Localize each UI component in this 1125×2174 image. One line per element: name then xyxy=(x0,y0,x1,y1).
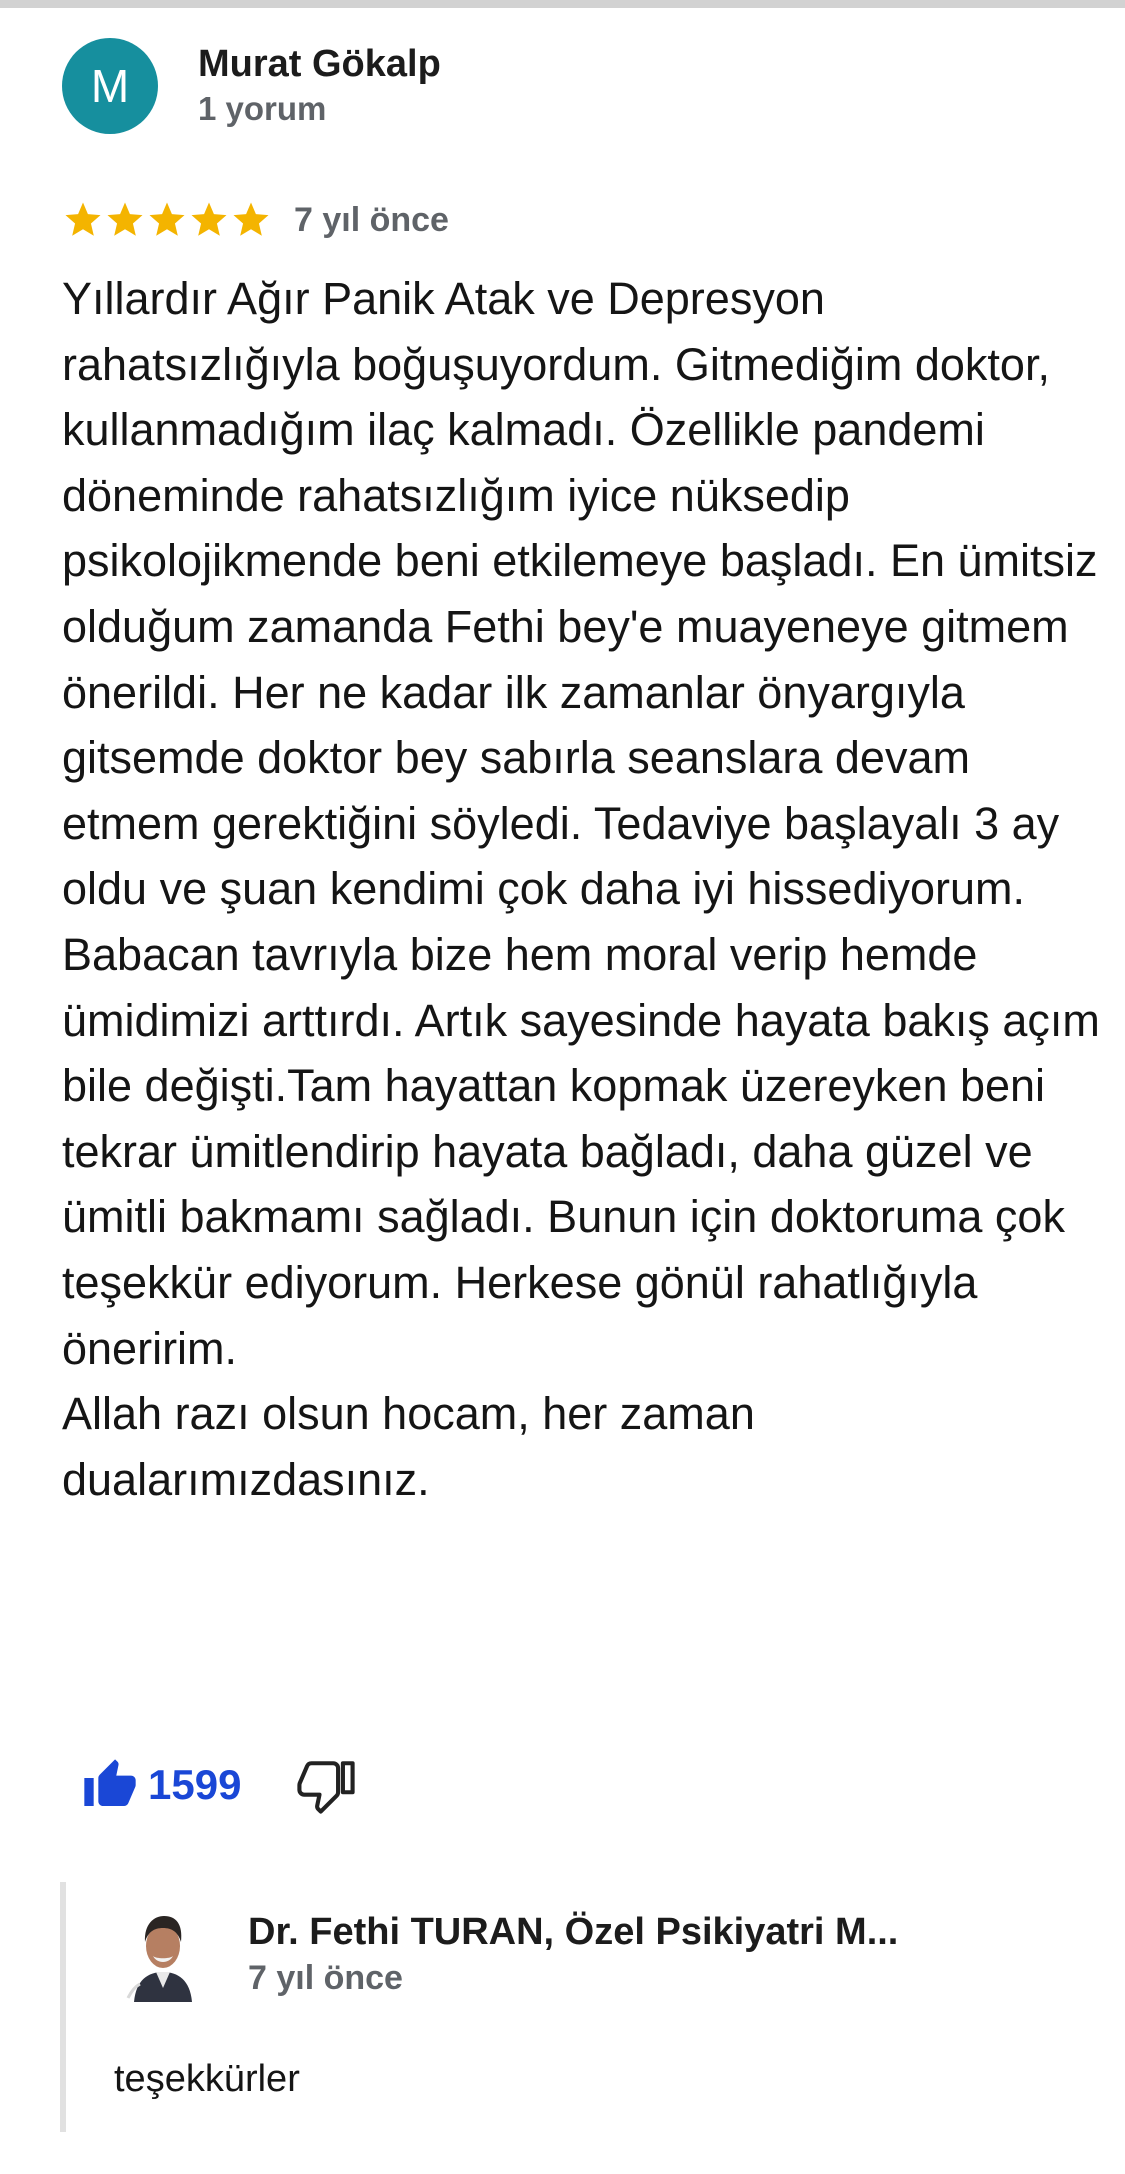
reviewer-name[interactable]: Murat Gökalp xyxy=(198,43,441,85)
review-card xyxy=(62,36,1100,1512)
reviewer-info xyxy=(198,41,441,131)
reviewer-header[interactable] xyxy=(62,36,1082,136)
like-count: 1599 xyxy=(148,1761,242,1808)
reply-time: 7 yıl önce xyxy=(248,1959,403,1997)
star-icon xyxy=(146,199,188,241)
avatar-letter: M xyxy=(90,60,130,112)
star-icon xyxy=(230,199,272,241)
avatar[interactable] xyxy=(62,38,158,134)
owner-header xyxy=(126,1902,898,2002)
review-time: 7 yıl önce xyxy=(294,200,449,239)
thumb-up-icon xyxy=(82,1757,138,1813)
star-icon xyxy=(62,199,104,241)
reply-text: teşekkürler xyxy=(114,2058,300,2100)
like-button[interactable] xyxy=(82,1757,241,1813)
owner-name[interactable]: Dr. Fethi TURAN, Özel Psikiyatri M... xyxy=(248,1911,899,1953)
top-divider xyxy=(0,0,1125,8)
reply-indent-bar xyxy=(60,1882,66,2132)
star-rating xyxy=(62,199,272,241)
dislike-button[interactable] xyxy=(297,1756,355,1814)
star-icon xyxy=(188,199,230,241)
reviewer-review-count: 1 yorum xyxy=(198,90,327,127)
owner-info xyxy=(248,1908,898,2000)
review-actions xyxy=(82,1750,355,1820)
owner-reply xyxy=(60,1882,1100,2132)
rating-row xyxy=(62,196,1082,244)
star-icon xyxy=(104,199,146,241)
review-text: Yıllardır Ağır Panik Atak ve Depresyon rahatsızlığıyla boğuşuyordum. Gitmediğim doktor, kullanmadığım ilaç kalmadı. Özellikle pandemi döneminde rahatsızlığım iyice nüksedip psikolojikmende beni etkilemeye başladı. En ümitsiz olduğum zamanda Fethi bey'e muayeneye gitmem önerildi. Her ne kadar ilk zamanlar önyargıyla gitsemde doktor bey sabırla seanslara devam etmem gerektiğini söyledi. Tedaviye başlayalı 3 ay oldu ve şuan kendimi çok daha iyi hissediyorum. Babacan tavrıyla bize hem moral verip hemde ümidimizi arttırdı. Artık sayesinde hayata bakış açım bile değişti.Tam hayattan kopmak üzereyken beni tekrar ümitlendirip hayata bağladı, daha güzel ve ümitli bakmamı sağladı. Bunun için doktoruma çok teşekkür ediyorum. Herkese gönül rahatlığıyla öneririm. Allah razı olsun hocam, her zaman dualarımızdasınız. xyxy=(62,273,1100,1505)
thumb-down-icon xyxy=(297,1756,355,1814)
owner-avatar[interactable] xyxy=(126,1902,200,2002)
